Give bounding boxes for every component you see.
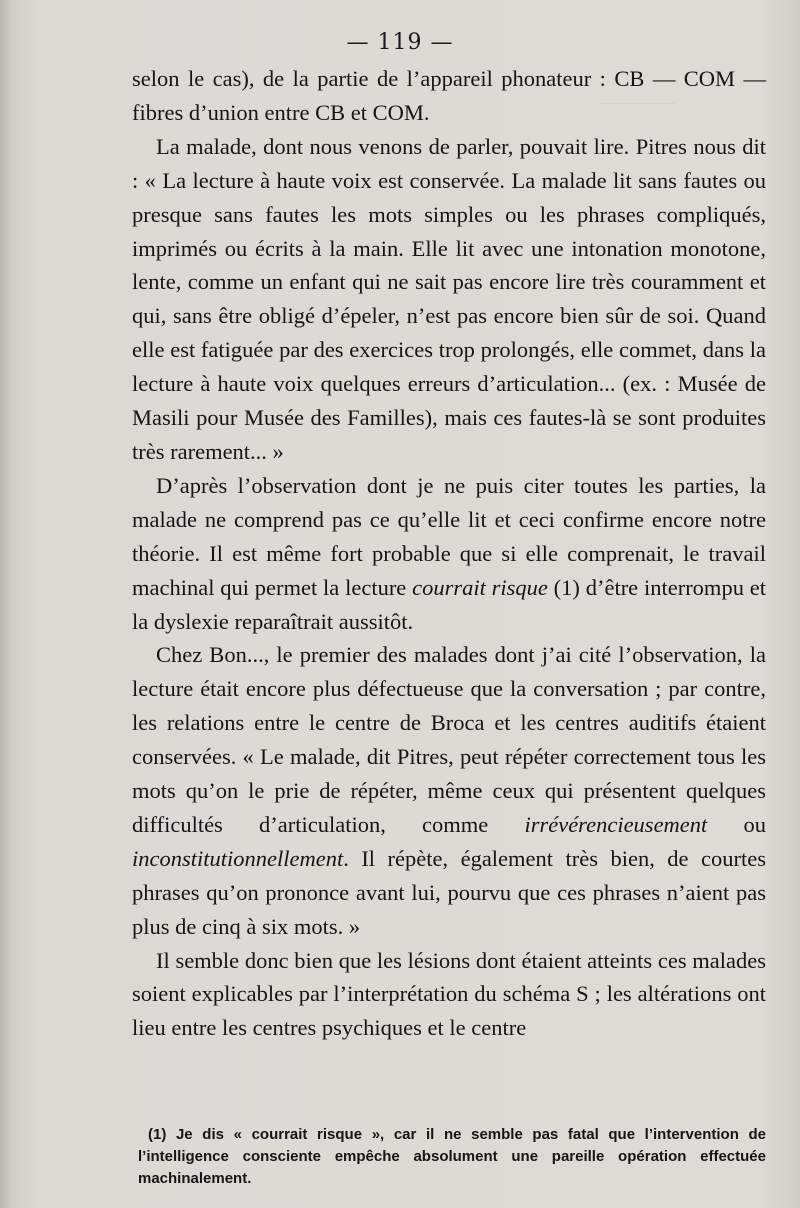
body-text — [132, 62, 766, 1045]
paragraph-4-text-end: . Il répète, également très bien, de courtes phrases qu’on prononce avant lui, pourvu que ces phrases n’aient pas plus de cinq à six mots. » — [132, 845, 766, 939]
footnote: (1) Je dis « courrait risque », car il ne semble pas fatal que l’intervention de l’intelligence consciente empêche absolument une pareille opération effectuée machinalement. — [138, 1126, 766, 1187]
paragraph-5: Il semble donc bien que les lésions dont étaient atteints ces malades soient explicables par l’interprétation du schéma S ; les altérations ont lieu entre les centres psychiques et le centre — [132, 947, 766, 1041]
paragraph-4-text-mid: ou — [707, 811, 766, 837]
bleed-through-text: __________ — [600, 86, 675, 104]
paragraph-3-text-end: (1) d’être interrompu et la dyslexie reparaîtrait aussitôt. — [132, 574, 766, 634]
paragraph-1: selon le cas), de la partie de l’appareil phonateur : CB — COM — fibres d’union entre CB et COM. — [132, 66, 766, 125]
paragraph-2: La malade, dont nous venons de parler, pouvait lire. Pitres nous dit : « La lecture à haute voix est conservée. La malade lit sans fautes ou presque sans fautes les mots simples ou les phrases compliqués, imprimés ou écrits à la main. Elle lit avec une intonation monotone, lente, comme un enfant qui ne sait pas encore lire très couramment et qui, sans être obligé d’épeler, n’est pas encore bien sûr de soi. Quand elle est fatiguée par des exercices trop prolongés, elle commet, dans la lecture à haute voix quelques erreurs d’articulation... (ex. : Musée de Masili pour Musée des Familles), mais ces fautes-là se sont produites très rarement... » — [132, 133, 766, 464]
paragraph-3 — [132, 469, 766, 639]
italic-word-1: irrévérencieusement — [524, 811, 708, 837]
paragraph-4 — [132, 638, 766, 943]
page-number: — 119 — — [346, 30, 454, 55]
paragraph-4-text: Chez Bon..., le premier des malades dont j’ai cité l’observation, la lecture était encore plus défectueuse que la conversation ; par contre, les relations entre le centre de Broca et les centres auditifs étaient conservées. « Le malade, dit Pitres, peut répéter correctement tous les mots qu’on le prie de répéter, même ceux qui présentent quelques difficultés d’articulation, comme — [132, 642, 766, 837]
paragraph-3-text: D’après l’observation dont je ne puis citer toutes les parties, la malade ne comprend pas ce qu’elle lit et ceci confirme encore notre théorie. Il est même fort probable que si elle comprenait, le travail machinal qui permet la lecture — [132, 472, 766, 600]
italic-phrase: courrait risque — [412, 574, 548, 600]
italic-word-2: inconstitutionnellement — [132, 845, 344, 871]
